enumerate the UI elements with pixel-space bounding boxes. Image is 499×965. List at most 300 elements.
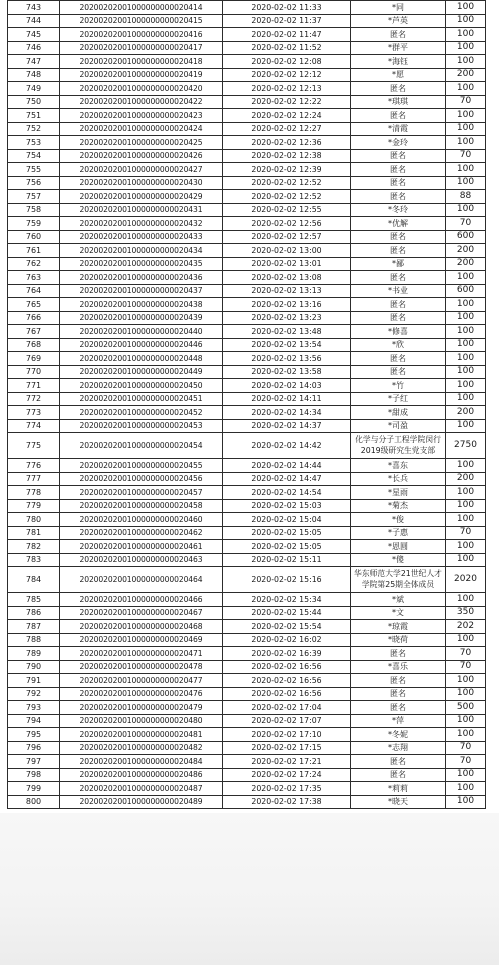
amount-cell: 70 — [446, 755, 486, 769]
row-number-cell: 796 — [8, 741, 60, 755]
donation-time-cell: 2020-02-02 11:52 — [223, 41, 351, 55]
table-row — [8, 271, 486, 285]
row-number-cell: 759 — [8, 217, 60, 231]
table-row — [8, 714, 486, 728]
donation-time-cell: 2020-02-02 12:55 — [223, 203, 351, 217]
donor-name-cell: 匿名 — [351, 109, 446, 123]
amount-cell: 100 — [446, 55, 486, 69]
table-row — [8, 795, 486, 809]
donation-time-cell: 2020-02-02 15:54 — [223, 620, 351, 634]
table-row — [8, 55, 486, 69]
amount-cell: 100 — [446, 82, 486, 96]
table-row — [8, 701, 486, 715]
amount-cell: 100 — [446, 459, 486, 473]
amount-cell: 100 — [446, 486, 486, 500]
amount-cell: 70 — [446, 660, 486, 674]
table-row — [8, 486, 486, 500]
row-number-cell: 767 — [8, 325, 60, 339]
amount-cell: 100 — [446, 768, 486, 782]
order-id-cell: 20200202001000000000020484 — [60, 755, 223, 769]
donor-name-cell: 匿名 — [351, 176, 446, 190]
donor-name-cell: *喜东 — [351, 459, 446, 473]
amount-cell: 100 — [446, 795, 486, 809]
amount-cell: 100 — [446, 728, 486, 742]
donor-name-cell: 匿名 — [351, 647, 446, 661]
donation-table-body — [8, 1, 486, 809]
donation-time-cell: 2020-02-02 14:11 — [223, 392, 351, 406]
donor-name-cell: *群平 — [351, 41, 446, 55]
donation-time-cell: 2020-02-02 16:56 — [223, 660, 351, 674]
table-row — [8, 540, 486, 554]
order-id-cell: 20200202001000000000020438 — [60, 298, 223, 312]
amount-cell: 200 — [446, 244, 486, 258]
order-id-cell: 20200202001000000000020463 — [60, 553, 223, 567]
donation-time-cell: 2020-02-02 12:12 — [223, 68, 351, 82]
order-id-cell: 20200202001000000000020455 — [60, 459, 223, 473]
donor-name-cell: 匿名 — [351, 311, 446, 325]
donor-name-cell: *傻 — [351, 553, 446, 567]
donor-name-cell: *同 — [351, 1, 446, 15]
table-row — [8, 647, 486, 661]
table-row — [8, 553, 486, 567]
donation-time-cell: 2020-02-02 11:37 — [223, 14, 351, 28]
donation-time-cell: 2020-02-02 13:54 — [223, 338, 351, 352]
donor-name-cell: *优解 — [351, 217, 446, 231]
table-row — [8, 513, 486, 527]
donor-name-cell: *欣 — [351, 338, 446, 352]
amount-cell: 2020 — [446, 567, 486, 593]
donation-time-cell: 2020-02-02 14:47 — [223, 472, 351, 486]
table-row — [8, 782, 486, 796]
donation-time-cell: 2020-02-02 17:38 — [223, 795, 351, 809]
row-number-cell: 790 — [8, 660, 60, 674]
order-id-cell: 20200202001000000000020448 — [60, 352, 223, 366]
order-id-cell: 20200202001000000000020431 — [60, 203, 223, 217]
donor-name-cell: *晓荷 — [351, 633, 446, 647]
table-row — [8, 728, 486, 742]
amount-cell: 100 — [446, 687, 486, 701]
row-number-cell: 765 — [8, 298, 60, 312]
amount-cell: 350 — [446, 606, 486, 620]
order-id-cell: 20200202001000000000020461 — [60, 540, 223, 554]
order-id-cell: 20200202001000000000020419 — [60, 68, 223, 82]
table-row — [8, 499, 486, 513]
donation-time-cell: 2020-02-02 13:56 — [223, 352, 351, 366]
table-row — [8, 284, 486, 298]
donation-time-cell: 2020-02-02 16:56 — [223, 674, 351, 688]
donor-name-cell: *甜成 — [351, 406, 446, 420]
table-row — [8, 768, 486, 782]
order-id-cell: 20200202001000000000020477 — [60, 674, 223, 688]
row-number-cell: 786 — [8, 606, 60, 620]
row-number-cell: 774 — [8, 419, 60, 433]
donation-time-cell: 2020-02-02 17:10 — [223, 728, 351, 742]
order-id-cell: 20200202001000000000020464 — [60, 567, 223, 593]
order-id-cell: 20200202001000000000020476 — [60, 687, 223, 701]
row-number-cell: 761 — [8, 244, 60, 258]
amount-cell: 100 — [446, 540, 486, 554]
row-number-cell: 752 — [8, 122, 60, 136]
donor-name-cell: *晓天 — [351, 795, 446, 809]
donor-name-cell: 匿名 — [351, 687, 446, 701]
amount-cell: 100 — [446, 593, 486, 607]
donation-time-cell: 2020-02-02 14:03 — [223, 379, 351, 393]
donation-time-cell: 2020-02-02 13:13 — [223, 284, 351, 298]
amount-cell: 100 — [446, 109, 486, 123]
order-id-cell: 20200202001000000000020426 — [60, 149, 223, 163]
table-row — [8, 338, 486, 352]
donor-name-cell: *菊杰 — [351, 499, 446, 513]
donation-time-cell: 2020-02-02 14:44 — [223, 459, 351, 473]
row-number-cell: 766 — [8, 311, 60, 325]
order-id-cell: 20200202001000000000020417 — [60, 41, 223, 55]
row-number-cell: 760 — [8, 230, 60, 244]
row-number-cell: 777 — [8, 472, 60, 486]
table-row — [8, 298, 486, 312]
donor-name-cell: *萍 — [351, 714, 446, 728]
donor-name-cell: *金玲 — [351, 136, 446, 150]
amount-cell: 100 — [446, 176, 486, 190]
donation-time-cell: 2020-02-02 13:01 — [223, 257, 351, 271]
donation-table — [7, 0, 486, 809]
table-row — [8, 41, 486, 55]
row-number-cell: 797 — [8, 755, 60, 769]
row-number-cell: 746 — [8, 41, 60, 55]
amount-cell: 100 — [446, 163, 486, 177]
donor-name-cell: *长兵 — [351, 472, 446, 486]
donation-time-cell: 2020-02-02 14:34 — [223, 406, 351, 420]
table-row — [8, 311, 486, 325]
amount-cell: 100 — [446, 311, 486, 325]
donor-name-cell: 匿名 — [351, 298, 446, 312]
row-number-cell: 793 — [8, 701, 60, 715]
order-id-cell: 20200202001000000000020478 — [60, 660, 223, 674]
table-row — [8, 95, 486, 109]
order-id-cell: 20200202001000000000020469 — [60, 633, 223, 647]
order-id-cell: 20200202001000000000020437 — [60, 284, 223, 298]
amount-cell: 100 — [446, 325, 486, 339]
amount-cell: 70 — [446, 217, 486, 231]
row-number-cell: 772 — [8, 392, 60, 406]
donor-name-cell: 匿名 — [351, 352, 446, 366]
order-id-cell: 20200202001000000000020430 — [60, 176, 223, 190]
order-id-cell: 20200202001000000000020466 — [60, 593, 223, 607]
amount-cell: 100 — [446, 1, 486, 15]
donation-time-cell: 2020-02-02 12:08 — [223, 55, 351, 69]
table-row — [8, 1, 486, 15]
donation-time-cell: 2020-02-02 15:04 — [223, 513, 351, 527]
amount-cell: 100 — [446, 553, 486, 567]
donation-time-cell: 2020-02-02 17:24 — [223, 768, 351, 782]
table-row — [8, 190, 486, 204]
table-row — [8, 459, 486, 473]
donor-name-cell: 匿名 — [351, 149, 446, 163]
amount-cell: 70 — [446, 647, 486, 661]
donor-name-cell: 匿名 — [351, 768, 446, 782]
amount-cell: 200 — [446, 68, 486, 82]
donor-name-cell: *竹 — [351, 379, 446, 393]
donor-name-cell: *喜乐 — [351, 660, 446, 674]
donor-name-cell: 匿名 — [351, 190, 446, 204]
donation-time-cell: 2020-02-02 12:13 — [223, 82, 351, 96]
table-row — [8, 620, 486, 634]
donor-name-cell: 匿名 — [351, 755, 446, 769]
donation-time-cell: 2020-02-02 12:57 — [223, 230, 351, 244]
row-number-cell: 763 — [8, 271, 60, 285]
order-id-cell: 20200202001000000000020480 — [60, 714, 223, 728]
table-row — [8, 14, 486, 28]
table-row — [8, 217, 486, 231]
order-id-cell: 20200202001000000000020453 — [60, 419, 223, 433]
row-number-cell: 768 — [8, 338, 60, 352]
donation-time-cell: 2020-02-02 12:38 — [223, 149, 351, 163]
donor-name-cell: *清霞 — [351, 122, 446, 136]
amount-cell: 100 — [446, 298, 486, 312]
table-row — [8, 28, 486, 42]
row-number-cell: 764 — [8, 284, 60, 298]
donation-time-cell: 2020-02-02 13:48 — [223, 325, 351, 339]
order-id-cell: 20200202001000000000020489 — [60, 795, 223, 809]
donor-name-cell: 匿名 — [351, 271, 446, 285]
row-number-cell: 788 — [8, 633, 60, 647]
donor-name-cell: 匿名 — [351, 28, 446, 42]
donor-name-cell: 匿名 — [351, 701, 446, 715]
order-id-cell: 20200202001000000000020479 — [60, 701, 223, 715]
row-number-cell: 750 — [8, 95, 60, 109]
table-row — [8, 567, 486, 593]
order-id-cell: 20200202001000000000020467 — [60, 606, 223, 620]
donor-name-cell: 华东师范大学21世纪人才学院第25期全体成员 — [351, 567, 446, 593]
order-id-cell: 20200202001000000000020471 — [60, 647, 223, 661]
row-number-cell: 769 — [8, 352, 60, 366]
donor-name-cell: 匿名 — [351, 230, 446, 244]
table-row — [8, 392, 486, 406]
donation-time-cell: 2020-02-02 17:15 — [223, 741, 351, 755]
donor-name-cell: *冬妮 — [351, 728, 446, 742]
row-number-cell: 800 — [8, 795, 60, 809]
order-id-cell: 20200202001000000000020482 — [60, 741, 223, 755]
order-id-cell: 20200202001000000000020416 — [60, 28, 223, 42]
row-number-cell: 780 — [8, 513, 60, 527]
order-id-cell: 20200202001000000000020446 — [60, 338, 223, 352]
amount-cell: 100 — [446, 352, 486, 366]
donor-name-cell: 匿名 — [351, 163, 446, 177]
row-number-cell: 754 — [8, 149, 60, 163]
row-number-cell: 755 — [8, 163, 60, 177]
donor-name-cell: *星雨 — [351, 486, 446, 500]
row-number-cell: 782 — [8, 540, 60, 554]
amount-cell: 200 — [446, 257, 486, 271]
order-id-cell: 20200202001000000000020427 — [60, 163, 223, 177]
donor-name-cell: 化学与分子工程学院闵行2019级研究生党支部 — [351, 433, 446, 459]
table-row — [8, 176, 486, 190]
blank-page-margin — [0, 813, 499, 965]
amount-cell: 100 — [446, 14, 486, 28]
amount-cell: 600 — [446, 284, 486, 298]
donation-time-cell: 2020-02-02 16:56 — [223, 687, 351, 701]
donation-time-cell: 2020-02-02 12:22 — [223, 95, 351, 109]
donation-time-cell: 2020-02-02 15:03 — [223, 499, 351, 513]
order-id-cell: 20200202001000000000020452 — [60, 406, 223, 420]
amount-cell: 88 — [446, 190, 486, 204]
order-id-cell: 20200202001000000000020451 — [60, 392, 223, 406]
row-number-cell: 775 — [8, 433, 60, 459]
table-row — [8, 606, 486, 620]
amount-cell: 100 — [446, 674, 486, 688]
table-row — [8, 674, 486, 688]
order-id-cell: 20200202001000000000020460 — [60, 513, 223, 527]
table-row — [8, 593, 486, 607]
row-number-cell: 747 — [8, 55, 60, 69]
table-row — [8, 325, 486, 339]
amount-cell: 100 — [446, 136, 486, 150]
donor-name-cell: *子红 — [351, 392, 446, 406]
table-row — [8, 472, 486, 486]
donation-time-cell: 2020-02-02 17:35 — [223, 782, 351, 796]
row-number-cell: 794 — [8, 714, 60, 728]
table-row — [8, 257, 486, 271]
donation-time-cell: 2020-02-02 12:24 — [223, 109, 351, 123]
table-row — [8, 419, 486, 433]
amount-cell: 100 — [446, 122, 486, 136]
amount-cell: 100 — [446, 379, 486, 393]
donor-name-cell: *愿 — [351, 68, 446, 82]
row-number-cell: 784 — [8, 567, 60, 593]
row-number-cell: 762 — [8, 257, 60, 271]
order-id-cell: 20200202001000000000020423 — [60, 109, 223, 123]
row-number-cell: 744 — [8, 14, 60, 28]
row-number-cell: 751 — [8, 109, 60, 123]
table-row — [8, 526, 486, 540]
donor-name-cell: *司盈 — [351, 419, 446, 433]
amount-cell: 200 — [446, 406, 486, 420]
donation-time-cell: 2020-02-02 13:58 — [223, 365, 351, 379]
donor-name-cell: 匿名 — [351, 82, 446, 96]
order-id-cell: 20200202001000000000020415 — [60, 14, 223, 28]
donation-time-cell: 2020-02-02 12:36 — [223, 136, 351, 150]
row-number-cell: 753 — [8, 136, 60, 150]
donor-name-cell: *海钰 — [351, 55, 446, 69]
table-row — [8, 136, 486, 150]
amount-cell: 100 — [446, 28, 486, 42]
table-row — [8, 149, 486, 163]
donation-time-cell: 2020-02-02 12:52 — [223, 190, 351, 204]
table-row — [8, 660, 486, 674]
amount-cell: 100 — [446, 782, 486, 796]
amount-cell: 100 — [446, 633, 486, 647]
row-number-cell: 757 — [8, 190, 60, 204]
donation-time-cell: 2020-02-02 15:11 — [223, 553, 351, 567]
order-id-cell: 20200202001000000000020439 — [60, 311, 223, 325]
row-number-cell: 778 — [8, 486, 60, 500]
order-id-cell: 20200202001000000000020486 — [60, 768, 223, 782]
row-number-cell: 749 — [8, 82, 60, 96]
donation-time-cell: 2020-02-02 14:42 — [223, 433, 351, 459]
amount-cell: 70 — [446, 95, 486, 109]
order-id-cell: 20200202001000000000020420 — [60, 82, 223, 96]
donor-name-cell: *鄙 — [351, 257, 446, 271]
row-number-cell: 758 — [8, 203, 60, 217]
donor-name-cell: *恩圆 — [351, 540, 446, 554]
table-row — [8, 687, 486, 701]
amount-cell: 100 — [446, 41, 486, 55]
donor-name-cell: *芦英 — [351, 14, 446, 28]
donation-time-cell: 2020-02-02 13:00 — [223, 244, 351, 258]
row-number-cell: 785 — [8, 593, 60, 607]
row-number-cell: 781 — [8, 526, 60, 540]
order-id-cell: 20200202001000000000020424 — [60, 122, 223, 136]
table-row — [8, 755, 486, 769]
donation-time-cell: 2020-02-02 15:44 — [223, 606, 351, 620]
order-id-cell: 20200202001000000000020422 — [60, 95, 223, 109]
row-number-cell: 745 — [8, 28, 60, 42]
table-row — [8, 379, 486, 393]
donation-time-cell: 2020-02-02 15:16 — [223, 567, 351, 593]
donation-time-cell: 2020-02-02 11:47 — [223, 28, 351, 42]
row-number-cell: 791 — [8, 674, 60, 688]
amount-cell: 2750 — [446, 433, 486, 459]
table-row — [8, 365, 486, 379]
table-row — [8, 352, 486, 366]
amount-cell: 100 — [446, 499, 486, 513]
order-id-cell: 20200202001000000000020425 — [60, 136, 223, 150]
donation-time-cell: 2020-02-02 12:27 — [223, 122, 351, 136]
order-id-cell: 20200202001000000000020440 — [60, 325, 223, 339]
order-id-cell: 20200202001000000000020436 — [60, 271, 223, 285]
amount-cell: 100 — [446, 203, 486, 217]
amount-cell: 100 — [446, 338, 486, 352]
order-id-cell: 20200202001000000000020481 — [60, 728, 223, 742]
amount-cell: 100 — [446, 392, 486, 406]
donation-time-cell: 2020-02-02 17:07 — [223, 714, 351, 728]
amount-cell: 202 — [446, 620, 486, 634]
donor-name-cell: *冬玲 — [351, 203, 446, 217]
donation-time-cell: 2020-02-02 13:16 — [223, 298, 351, 312]
donation-time-cell: 2020-02-02 14:54 — [223, 486, 351, 500]
amount-cell: 100 — [446, 714, 486, 728]
donor-name-cell: *琪琪 — [351, 95, 446, 109]
order-id-cell: 20200202001000000000020450 — [60, 379, 223, 393]
donor-name-cell: 匿名 — [351, 674, 446, 688]
row-number-cell: 798 — [8, 768, 60, 782]
amount-cell: 100 — [446, 513, 486, 527]
row-number-cell: 792 — [8, 687, 60, 701]
table-row — [8, 68, 486, 82]
amount-cell: 200 — [446, 472, 486, 486]
order-id-cell: 20200202001000000000020487 — [60, 782, 223, 796]
donation-time-cell: 2020-02-02 12:56 — [223, 217, 351, 231]
table-row — [8, 230, 486, 244]
donation-time-cell: 2020-02-02 12:52 — [223, 176, 351, 190]
row-number-cell: 773 — [8, 406, 60, 420]
order-id-cell: 20200202001000000000020434 — [60, 244, 223, 258]
donation-time-cell: 2020-02-02 12:39 — [223, 163, 351, 177]
amount-cell: 70 — [446, 526, 486, 540]
donor-name-cell: 匿名 — [351, 244, 446, 258]
donation-time-cell: 2020-02-02 17:21 — [223, 755, 351, 769]
donation-time-cell: 2020-02-02 16:02 — [223, 633, 351, 647]
row-number-cell: 771 — [8, 379, 60, 393]
order-id-cell: 20200202001000000000020433 — [60, 230, 223, 244]
order-id-cell: 20200202001000000000020458 — [60, 499, 223, 513]
donation-time-cell: 2020-02-02 13:08 — [223, 271, 351, 285]
donor-name-cell: *修喜 — [351, 325, 446, 339]
order-id-cell: 20200202001000000000020454 — [60, 433, 223, 459]
donor-name-cell: *文 — [351, 606, 446, 620]
table-row — [8, 741, 486, 755]
table-row — [8, 633, 486, 647]
table-row — [8, 203, 486, 217]
